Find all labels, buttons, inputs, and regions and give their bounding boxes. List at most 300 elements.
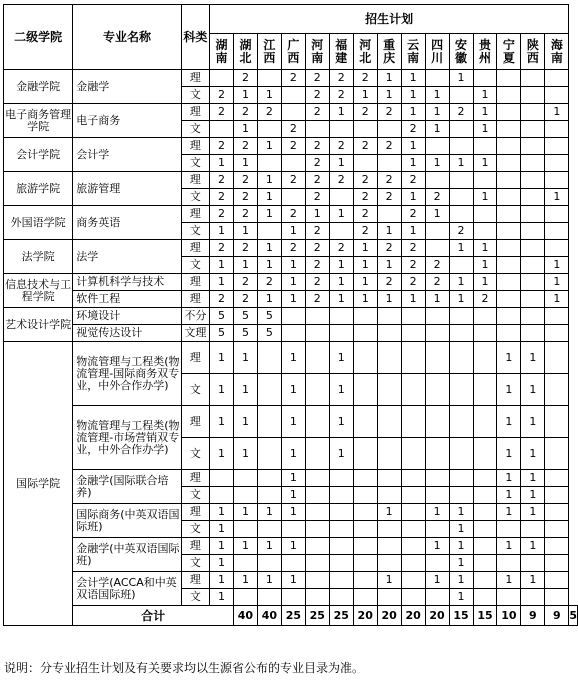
quota-cell — [545, 487, 569, 504]
quota-cell — [425, 470, 449, 487]
quota-cell — [497, 138, 521, 155]
quota-cell — [353, 325, 377, 342]
header-category: 科类 — [181, 5, 209, 70]
major-name: 会计学 — [73, 138, 182, 172]
category-cell: 理 — [181, 70, 209, 87]
quota-cell — [257, 555, 281, 572]
quota-cell — [401, 487, 425, 504]
quota-cell: 2 — [401, 121, 425, 138]
quota-cell: 1 — [233, 374, 257, 406]
table-row — [4, 206, 578, 223]
quota-cell: 1 — [329, 206, 353, 223]
category-cell: 不分 — [181, 308, 209, 325]
quota-cell: 1 — [545, 274, 569, 291]
quota-cell — [210, 470, 234, 487]
quota-cell: 2 — [233, 189, 257, 206]
quota-cell: 1 — [401, 155, 425, 172]
quota-cell: 2 — [233, 206, 257, 223]
total-cell: 20 — [377, 606, 401, 626]
quota-cell: 2 — [377, 189, 401, 206]
quota-cell: 1 — [329, 257, 353, 274]
college-name: 艺术设计学院 — [4, 308, 73, 342]
quota-cell — [497, 223, 521, 240]
quota-cell — [497, 291, 521, 308]
quota-cell — [449, 121, 473, 138]
quota-cell — [545, 374, 569, 406]
total-cell: 20 — [425, 606, 449, 626]
quota-cell — [521, 223, 545, 240]
quota-cell: 2 — [233, 291, 257, 308]
quota-cell: 1 — [377, 572, 401, 589]
quota-cell — [425, 438, 449, 470]
quota-cell — [281, 325, 305, 342]
quota-cell — [329, 504, 353, 521]
quota-cell: 1 — [473, 189, 497, 206]
quota-cell: 1 — [497, 374, 521, 406]
quota-cell — [497, 257, 521, 274]
quota-cell: 1 — [353, 87, 377, 104]
quota-cell — [305, 438, 329, 470]
total-cell: 15 — [449, 606, 473, 626]
quota-cell — [401, 538, 425, 555]
quota-cell — [545, 521, 569, 538]
category-cell: 理 — [181, 274, 209, 291]
quota-cell — [521, 274, 545, 291]
quota-cell — [305, 325, 329, 342]
quota-cell — [521, 240, 545, 257]
quota-cell: 2 — [425, 257, 449, 274]
quota-cell — [329, 521, 353, 538]
quota-cell — [545, 555, 569, 572]
college-name: 法学院 — [4, 240, 73, 274]
quota-cell — [329, 589, 353, 606]
quota-cell — [210, 121, 234, 138]
major-name: 物流管理与工程类(物流管理-国际商务双专业，中外合作办学) — [73, 342, 182, 406]
quota-cell: 2 — [233, 104, 257, 121]
quota-cell — [545, 223, 569, 240]
enrollment-plan-table — [3, 4, 578, 626]
quota-cell: 2 — [353, 70, 377, 87]
quota-cell: 1 — [281, 374, 305, 406]
quota-cell: 1 — [449, 521, 473, 538]
quota-cell: 1 — [281, 291, 305, 308]
total-cell: 9 — [545, 606, 569, 626]
quota-cell — [521, 189, 545, 206]
header-college: 二级学院 — [4, 5, 73, 70]
quota-cell: 1 — [497, 470, 521, 487]
quota-cell — [353, 521, 377, 538]
quota-cell: 1 — [233, 155, 257, 172]
category-cell: 理 — [181, 104, 209, 121]
quota-cell — [377, 325, 401, 342]
category-cell: 文 — [181, 189, 209, 206]
category-cell: 理 — [181, 470, 209, 487]
quota-cell — [233, 555, 257, 572]
category-cell: 文 — [181, 487, 209, 504]
province-header: 宁夏 — [497, 34, 521, 70]
total-cell: 20 — [401, 606, 425, 626]
quota-cell: 1 — [281, 538, 305, 555]
quota-cell — [353, 572, 377, 589]
major-name: 金融学(中英双语国际班) — [73, 538, 182, 572]
header-row — [4, 5, 578, 34]
quota-cell: 1 — [210, 572, 234, 589]
quota-cell — [497, 206, 521, 223]
major-name: 国际商务(中英双语国际班) — [73, 504, 182, 538]
quota-cell: 1 — [257, 538, 281, 555]
quota-cell — [329, 487, 353, 504]
quota-cell: 2 — [377, 104, 401, 121]
quota-cell — [233, 470, 257, 487]
quota-cell — [521, 308, 545, 325]
table-row — [4, 470, 578, 487]
quota-cell — [545, 172, 569, 189]
quota-cell: 1 — [425, 504, 449, 521]
quota-cell — [497, 172, 521, 189]
quota-cell: 1 — [545, 189, 569, 206]
college-name: 金融学院 — [4, 70, 73, 104]
quota-cell — [329, 121, 353, 138]
quota-cell — [473, 470, 497, 487]
province-header: 广西 — [281, 34, 305, 70]
quota-cell: 1 — [401, 70, 425, 87]
quota-cell — [473, 406, 497, 438]
category-cell: 理 — [181, 342, 209, 374]
quota-cell: 1 — [377, 257, 401, 274]
quota-cell: 1 — [449, 572, 473, 589]
quota-cell: 1 — [233, 121, 257, 138]
quota-cell: 2 — [210, 206, 234, 223]
quota-cell: 5 — [257, 325, 281, 342]
quota-cell: 2 — [353, 104, 377, 121]
quota-cell: 1 — [449, 504, 473, 521]
header-major: 专业名称 — [73, 5, 182, 70]
quota-cell: 1 — [449, 589, 473, 606]
quota-cell: 1 — [401, 223, 425, 240]
quota-cell: 1 — [497, 572, 521, 589]
category-cell: 理 — [181, 291, 209, 308]
quota-cell — [497, 121, 521, 138]
quota-cell — [425, 555, 449, 572]
quota-cell: 2 — [210, 104, 234, 121]
quota-cell: 2 — [281, 206, 305, 223]
quota-cell — [545, 589, 569, 606]
category-cell: 理 — [181, 138, 209, 155]
quota-cell: 2 — [210, 189, 234, 206]
quota-cell: 5 — [210, 325, 234, 342]
quota-cell: 2 — [210, 291, 234, 308]
quota-cell — [425, 308, 449, 325]
quota-cell: 2 — [473, 291, 497, 308]
total-cell: 20 — [353, 606, 377, 626]
quota-cell: 2 — [329, 172, 353, 189]
quota-cell: 1 — [210, 555, 234, 572]
quota-cell — [545, 87, 569, 104]
quota-cell: 1 — [497, 438, 521, 470]
quota-cell: 1 — [449, 274, 473, 291]
quota-cell — [449, 138, 473, 155]
quota-cell — [473, 325, 497, 342]
quota-cell — [473, 487, 497, 504]
quota-cell — [305, 504, 329, 521]
quota-cell — [353, 438, 377, 470]
quota-cell: 1 — [281, 257, 305, 274]
table-row — [4, 274, 578, 291]
quota-cell: 1 — [377, 223, 401, 240]
major-name: 计算机科学与技术 — [73, 274, 182, 291]
quota-cell — [257, 155, 281, 172]
quota-cell — [353, 374, 377, 406]
quota-cell — [521, 257, 545, 274]
quota-cell — [353, 504, 377, 521]
quota-cell: 1 — [281, 223, 305, 240]
quota-cell — [545, 504, 569, 521]
quota-cell: 1 — [329, 155, 353, 172]
quota-cell — [257, 374, 281, 406]
quota-cell: 1 — [257, 87, 281, 104]
quota-cell — [233, 589, 257, 606]
quota-cell — [377, 155, 401, 172]
major-name: 视觉传达设计 — [73, 325, 182, 342]
category-cell: 文 — [181, 438, 209, 470]
quota-cell — [473, 521, 497, 538]
quota-cell: 1 — [449, 240, 473, 257]
quota-cell: 2 — [425, 189, 449, 206]
quota-cell — [449, 172, 473, 189]
quota-cell: 2 — [377, 138, 401, 155]
quota-cell — [473, 555, 497, 572]
category-cell: 理 — [181, 172, 209, 189]
quota-cell: 1 — [281, 274, 305, 291]
quota-cell — [281, 589, 305, 606]
quota-cell — [353, 308, 377, 325]
quota-cell — [353, 470, 377, 487]
quota-cell: 1 — [281, 406, 305, 438]
quota-cell: 1 — [425, 572, 449, 589]
quota-cell — [353, 406, 377, 438]
quota-cell: 1 — [353, 257, 377, 274]
quota-cell — [497, 189, 521, 206]
quota-cell — [473, 438, 497, 470]
quota-cell: 1 — [473, 87, 497, 104]
quota-cell — [401, 325, 425, 342]
quota-cell: 1 — [257, 240, 281, 257]
quota-cell — [545, 538, 569, 555]
quota-cell — [210, 70, 234, 87]
quota-cell — [305, 374, 329, 406]
quota-cell — [449, 342, 473, 374]
quota-cell: 1 — [329, 374, 353, 406]
total-label: 合计 — [73, 606, 234, 626]
quota-cell: 1 — [401, 291, 425, 308]
quota-cell: 1 — [521, 504, 545, 521]
quota-cell: 1 — [473, 121, 497, 138]
quota-cell: 1 — [210, 406, 234, 438]
quota-cell: 1 — [521, 342, 545, 374]
quota-cell: 1 — [210, 521, 234, 538]
major-name: 电子商务 — [73, 104, 182, 138]
major-name: 旅游管理 — [73, 172, 182, 206]
quota-cell: 1 — [545, 257, 569, 274]
quota-cell — [521, 87, 545, 104]
quota-cell — [425, 240, 449, 257]
quota-cell: 1 — [329, 342, 353, 374]
total-cell: 40 — [257, 606, 281, 626]
quota-cell: 2 — [210, 87, 234, 104]
quota-cell: 2 — [305, 70, 329, 87]
quota-cell — [521, 121, 545, 138]
quota-cell: 2 — [233, 172, 257, 189]
province-header: 重庆 — [377, 34, 401, 70]
quota-cell — [521, 291, 545, 308]
table-row — [4, 406, 578, 438]
quota-cell — [377, 555, 401, 572]
quota-cell — [473, 206, 497, 223]
table-row — [4, 538, 578, 555]
quota-cell: 1 — [257, 138, 281, 155]
quota-cell — [497, 155, 521, 172]
quota-cell — [545, 240, 569, 257]
quota-cell — [473, 589, 497, 606]
major-name: 金融学(国际联合培养) — [73, 470, 182, 504]
quota-cell — [521, 155, 545, 172]
quota-cell: 2 — [281, 121, 305, 138]
quota-cell: 2 — [353, 172, 377, 189]
major-name: 会计学(ACCA和中英双语国际班) — [73, 572, 182, 606]
quota-cell: 1 — [257, 257, 281, 274]
quota-cell: 1 — [473, 257, 497, 274]
quota-cell: 1 — [353, 274, 377, 291]
province-header: 福建 — [329, 34, 353, 70]
quota-cell: 1 — [377, 504, 401, 521]
quota-cell: 2 — [210, 138, 234, 155]
quota-cell: 2 — [305, 274, 329, 291]
college-name: 国际学院 — [4, 342, 73, 626]
province-header: 安徽 — [449, 34, 473, 70]
quota-cell: 2 — [281, 138, 305, 155]
quota-cell — [257, 406, 281, 438]
quota-cell: 2 — [449, 104, 473, 121]
province-header: 河北 — [353, 34, 377, 70]
quota-cell — [401, 504, 425, 521]
quota-cell: 1 — [210, 274, 234, 291]
quota-cell — [449, 406, 473, 438]
quota-cell — [377, 342, 401, 374]
quota-cell: 1 — [210, 223, 234, 240]
quota-cell — [305, 521, 329, 538]
quota-cell: 1 — [545, 104, 569, 121]
quota-cell — [473, 70, 497, 87]
quota-cell — [497, 555, 521, 572]
quota-cell — [449, 438, 473, 470]
quota-cell — [305, 308, 329, 325]
quota-cell — [353, 121, 377, 138]
quota-cell — [521, 325, 545, 342]
quota-cell — [473, 308, 497, 325]
quota-cell: 1 — [425, 206, 449, 223]
quota-cell: 1 — [497, 342, 521, 374]
quota-cell — [305, 342, 329, 374]
quota-cell — [377, 308, 401, 325]
quota-cell: 1 — [425, 87, 449, 104]
quota-cell — [329, 538, 353, 555]
quota-cell: 1 — [210, 589, 234, 606]
quota-cell — [521, 206, 545, 223]
quota-cell: 2 — [233, 240, 257, 257]
quota-cell — [329, 223, 353, 240]
footnote: 说明：分专业招生计划及有关要求均以生源省公布的专业目录为准。 — [4, 661, 365, 675]
quota-cell: 1 — [233, 87, 257, 104]
total-cell: 10 — [497, 606, 521, 626]
quota-cell: 1 — [377, 70, 401, 87]
quota-cell — [305, 538, 329, 555]
quota-cell — [497, 325, 521, 342]
quota-cell — [281, 521, 305, 538]
quota-cell — [401, 555, 425, 572]
quota-cell — [425, 406, 449, 438]
quota-cell — [233, 521, 257, 538]
quota-cell: 2 — [353, 138, 377, 155]
quota-cell — [401, 521, 425, 538]
quota-cell — [377, 406, 401, 438]
quota-cell — [473, 572, 497, 589]
province-header: 云南 — [401, 34, 425, 70]
category-cell: 文理 — [181, 325, 209, 342]
quota-cell — [449, 87, 473, 104]
quota-cell — [521, 589, 545, 606]
province-header: 贵州 — [473, 34, 497, 70]
major-name: 环境设计 — [73, 308, 182, 325]
quota-cell — [545, 470, 569, 487]
province-header: 海南 — [545, 34, 569, 70]
quota-cell — [545, 155, 569, 172]
quota-cell: 2 — [281, 240, 305, 257]
quota-cell — [353, 538, 377, 555]
quota-cell: 5 — [210, 308, 234, 325]
quota-cell — [353, 589, 377, 606]
quota-cell: 1 — [233, 257, 257, 274]
total-cell: 5 — [569, 606, 578, 626]
quota-cell: 1 — [425, 155, 449, 172]
quota-cell — [329, 470, 353, 487]
quota-cell — [473, 374, 497, 406]
quota-cell — [257, 487, 281, 504]
quota-cell — [449, 374, 473, 406]
category-cell: 文 — [181, 121, 209, 138]
quota-cell: 2 — [257, 104, 281, 121]
table-row — [4, 342, 578, 374]
quota-cell — [473, 504, 497, 521]
quota-cell — [497, 521, 521, 538]
quota-cell: 1 — [329, 438, 353, 470]
quota-cell — [233, 487, 257, 504]
quota-cell — [473, 172, 497, 189]
quota-cell: 1 — [401, 104, 425, 121]
quota-cell: 2 — [281, 70, 305, 87]
quota-cell — [449, 206, 473, 223]
quota-cell: 1 — [233, 406, 257, 438]
table-row — [4, 504, 578, 521]
quota-cell — [281, 308, 305, 325]
quota-cell — [545, 325, 569, 342]
quota-cell — [377, 121, 401, 138]
category-cell: 理 — [181, 504, 209, 521]
quota-cell — [377, 487, 401, 504]
quota-cell — [401, 406, 425, 438]
quota-cell — [497, 589, 521, 606]
quota-cell: 5 — [233, 308, 257, 325]
quota-cell — [401, 572, 425, 589]
